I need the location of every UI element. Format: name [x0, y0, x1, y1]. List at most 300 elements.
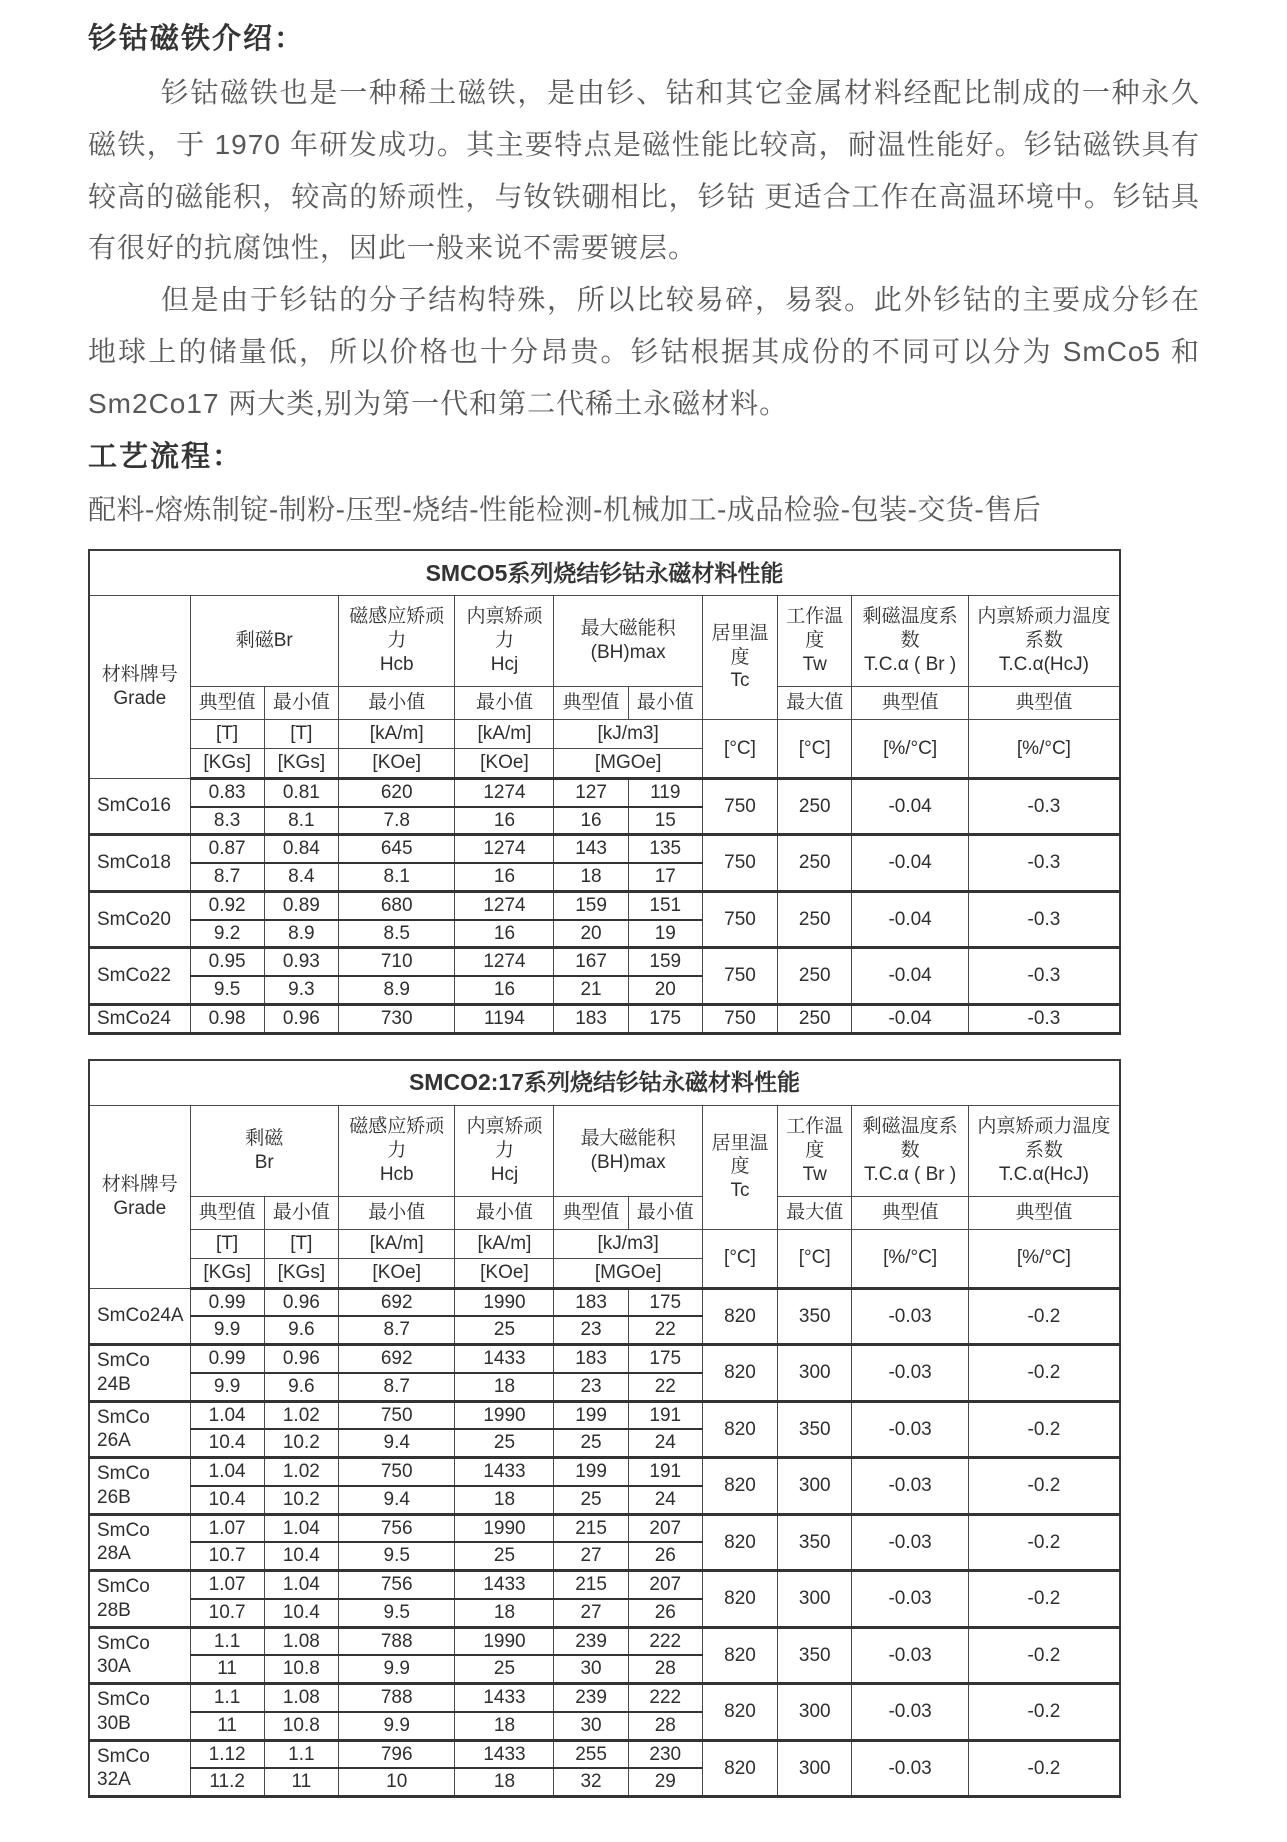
value-cell: 680 — [338, 891, 455, 919]
value-cell: -0.2 — [968, 1514, 1120, 1571]
grade-cell: SmCo 30B — [89, 1684, 190, 1741]
value-cell: 1274 — [455, 778, 554, 806]
value-cell: 750 — [338, 1458, 455, 1486]
value-cell: 820 — [702, 1514, 777, 1571]
value-cell: 250 — [778, 948, 852, 1005]
value-cell: 750 — [338, 1401, 455, 1429]
value-cell: 10.7 — [190, 1599, 264, 1627]
smco217-table-container — [88, 1059, 1200, 1799]
value-cell: -0.03 — [852, 1571, 969, 1628]
value-cell: -0.03 — [852, 1288, 969, 1345]
value-cell: -0.04 — [852, 948, 969, 1005]
value-cell: 28 — [628, 1655, 702, 1683]
subheader-cell: 最小值 — [455, 686, 554, 719]
unit-cell: [%/°C] — [968, 719, 1120, 778]
value-cell: -0.2 — [968, 1627, 1120, 1684]
value-cell: 1274 — [455, 835, 554, 863]
value-cell: -0.03 — [852, 1401, 969, 1458]
intro-paragraph-1: 钐钴磁铁也是一种稀土磁铁，是由钐、钴和其它金属材料经配比制成的一种永久磁铁，于 1970 年研发成功。其主要特点是磁性能比较高，耐温性能好。钐钴磁铁具有较高的磁能积，较高的矫顽性，与钕铁硼相比，钐钴 更适合工作在高温环境中。钐钴具有很好的抗腐蚀性，因此一般来说不需要镀层。 — [88, 77, 1200, 264]
value-cell: 10.4 — [264, 1542, 338, 1570]
value-cell: 27 — [554, 1599, 628, 1627]
column-header: 居里温度 Tc — [702, 595, 777, 719]
subheader-cell: 典型值 — [190, 1196, 264, 1229]
value-cell: 750 — [702, 778, 777, 835]
value-cell: 15 — [628, 807, 702, 835]
value-cell: 0.93 — [264, 948, 338, 976]
value-cell: 250 — [778, 778, 852, 835]
value-cell: 10.2 — [264, 1486, 338, 1514]
value-cell: 9.4 — [338, 1486, 455, 1514]
value-cell: 645 — [338, 835, 455, 863]
unit-cell: [T] — [264, 1229, 338, 1258]
value-cell: -0.3 — [968, 948, 1120, 1005]
grade-cell: SmCo24 — [89, 1004, 190, 1033]
unit-cell: [%/°C] — [968, 1229, 1120, 1288]
unit-cell: [°C] — [778, 1229, 852, 1288]
value-cell: 8.1 — [264, 807, 338, 835]
value-cell: 1.07 — [190, 1571, 264, 1599]
unit-cell: [kA/m] — [455, 719, 554, 748]
column-header: 工作温度 Tw — [778, 595, 852, 686]
value-cell: 25 — [455, 1542, 554, 1570]
value-cell: 1990 — [455, 1288, 554, 1316]
value-cell: 11 — [264, 1768, 338, 1796]
value-cell: -0.2 — [968, 1571, 1120, 1628]
value-cell: 1433 — [455, 1571, 554, 1599]
value-cell: 9.4 — [338, 1429, 455, 1457]
value-cell: 820 — [702, 1458, 777, 1515]
unit-cell: [KOe] — [455, 1258, 554, 1288]
value-cell: -0.03 — [852, 1458, 969, 1515]
unit-cell: [%/°C] — [852, 1229, 969, 1288]
value-cell: 0.96 — [264, 1288, 338, 1316]
unit-cell: [KOe] — [338, 748, 455, 778]
value-cell: 0.95 — [190, 948, 264, 976]
value-cell: 620 — [338, 778, 455, 806]
value-cell: 756 — [338, 1571, 455, 1599]
value-cell: 24 — [628, 1429, 702, 1457]
value-cell: 788 — [338, 1684, 455, 1712]
grade-cell: SmCo24A — [89, 1288, 190, 1345]
value-cell: 24 — [628, 1486, 702, 1514]
value-cell: -0.04 — [852, 835, 969, 892]
unit-cell: [T] — [190, 1229, 264, 1258]
value-cell: 18 — [554, 863, 628, 891]
value-cell: 1990 — [455, 1627, 554, 1655]
value-cell: 230 — [628, 1740, 702, 1768]
unit-cell: [%/°C] — [852, 719, 969, 778]
value-cell: 10.7 — [190, 1542, 264, 1570]
value-cell: 300 — [778, 1740, 852, 1797]
value-cell: 199 — [554, 1401, 628, 1429]
grade-cell: SmCo20 — [89, 891, 190, 948]
value-cell: 1.02 — [264, 1401, 338, 1429]
table-title: SMCO2:17系列烧结钐钴永磁材料性能 — [89, 1060, 1120, 1106]
value-cell: -0.3 — [968, 778, 1120, 835]
unit-cell: [KOe] — [338, 1258, 455, 1288]
value-cell: 215 — [554, 1514, 628, 1542]
value-cell: 21 — [554, 976, 628, 1004]
unit-cell: [KGs] — [264, 1258, 338, 1288]
value-cell: 10.2 — [264, 1429, 338, 1457]
value-cell: 175 — [628, 1288, 702, 1316]
column-header: 内禀矫顽力 Hcj — [455, 1105, 554, 1196]
value-cell: 9.9 — [190, 1316, 264, 1344]
value-cell: 17 — [628, 863, 702, 891]
value-cell: -0.04 — [852, 891, 969, 948]
column-header: 内禀矫顽力温度系数 T.C.α(HcJ) — [968, 1105, 1120, 1196]
value-cell: 183 — [554, 1288, 628, 1316]
grade-column-header: 材料牌号 Grade — [89, 1105, 190, 1288]
grade-cell: SmCo 28A — [89, 1514, 190, 1571]
column-header: 剩磁Br — [190, 595, 338, 686]
value-cell: 183 — [554, 1345, 628, 1373]
value-cell: -0.2 — [968, 1288, 1120, 1345]
subheader-cell: 典型值 — [554, 686, 628, 719]
value-cell: 8.5 — [338, 920, 455, 948]
value-cell: 26 — [628, 1542, 702, 1570]
value-cell: 222 — [628, 1684, 702, 1712]
value-cell: -0.3 — [968, 1004, 1120, 1033]
value-cell: -0.03 — [852, 1627, 969, 1684]
unit-cell: [kJ/m3] — [554, 1229, 702, 1258]
value-cell: 8.7 — [338, 1316, 455, 1344]
subheader-cell: 最小值 — [628, 1196, 702, 1229]
unit-cell: [°C] — [778, 719, 852, 778]
unit-cell: [kJ/m3] — [554, 719, 702, 748]
grade-cell: SmCo22 — [89, 948, 190, 1005]
value-cell: 8.9 — [338, 976, 455, 1004]
value-cell: 239 — [554, 1684, 628, 1712]
column-header: 内禀矫顽力温度系数 T.C.α(HcJ) — [968, 595, 1120, 686]
unit-cell: [MGOe] — [554, 748, 702, 778]
value-cell: 255 — [554, 1740, 628, 1768]
grade-cell: SmCo 26B — [89, 1458, 190, 1515]
value-cell: 0.84 — [264, 835, 338, 863]
value-cell: 11 — [190, 1712, 264, 1740]
subheader-cell: 最大值 — [778, 686, 852, 719]
value-cell: 8.4 — [264, 863, 338, 891]
value-cell: 710 — [338, 948, 455, 976]
value-cell: -0.2 — [968, 1458, 1120, 1515]
grade-cell: SmCo 30A — [89, 1627, 190, 1684]
value-cell: 25 — [554, 1429, 628, 1457]
value-cell: 300 — [778, 1458, 852, 1515]
spec-table-smco5 — [88, 549, 1121, 1035]
value-cell: 300 — [778, 1684, 852, 1741]
value-cell: -0.2 — [968, 1684, 1120, 1741]
value-cell: 1.04 — [190, 1458, 264, 1486]
column-header: 剩磁温度系数 T.C.α ( Br ) — [852, 1105, 969, 1196]
value-cell: 207 — [628, 1571, 702, 1599]
value-cell: 9.5 — [190, 976, 264, 1004]
value-cell: 9.2 — [190, 920, 264, 948]
value-cell: 9.6 — [264, 1373, 338, 1401]
column-header: 剩磁温度系数 T.C.α ( Br ) — [852, 595, 969, 686]
value-cell: 18 — [455, 1373, 554, 1401]
intro-heading: 钐钴磁铁介绍： — [88, 23, 306, 55]
unit-cell: [KGs] — [190, 748, 264, 778]
value-cell: 27 — [554, 1542, 628, 1570]
value-cell: 250 — [778, 835, 852, 892]
value-cell: 756 — [338, 1514, 455, 1542]
value-cell: 820 — [702, 1571, 777, 1628]
subheader-cell: 最小值 — [455, 1196, 554, 1229]
value-cell: 18 — [455, 1486, 554, 1514]
value-cell: 25 — [455, 1655, 554, 1683]
value-cell: 0.83 — [190, 778, 264, 806]
value-cell: 350 — [778, 1627, 852, 1684]
value-cell: -0.2 — [968, 1345, 1120, 1402]
value-cell: -0.2 — [968, 1401, 1120, 1458]
value-cell: 1990 — [455, 1514, 554, 1542]
value-cell: 0.92 — [190, 891, 264, 919]
unit-cell: [kA/m] — [338, 719, 455, 748]
value-cell: 1433 — [455, 1740, 554, 1768]
value-cell: 25 — [554, 1486, 628, 1514]
grade-column-header: 材料牌号 Grade — [89, 595, 190, 778]
process-heading: 工艺流程： — [88, 440, 244, 473]
value-cell: 28 — [628, 1712, 702, 1740]
column-header: 工作温度 Tw — [778, 1105, 852, 1196]
value-cell: 9.9 — [338, 1712, 455, 1740]
grade-cell: SmCo16 — [89, 778, 190, 835]
value-cell: 0.89 — [264, 891, 338, 919]
value-cell: 16 — [455, 863, 554, 891]
value-cell: 1.1 — [190, 1684, 264, 1712]
value-cell: 143 — [554, 835, 628, 863]
value-cell: 1.04 — [264, 1514, 338, 1542]
value-cell: 9.5 — [338, 1542, 455, 1570]
value-cell: 16 — [455, 920, 554, 948]
value-cell: 820 — [702, 1345, 777, 1402]
value-cell: 7.8 — [338, 807, 455, 835]
value-cell: 250 — [778, 891, 852, 948]
value-cell: 239 — [554, 1627, 628, 1655]
subheader-cell: 典型值 — [852, 686, 969, 719]
value-cell: 750 — [702, 835, 777, 892]
value-cell: 11 — [190, 1655, 264, 1683]
value-cell: 20 — [554, 920, 628, 948]
value-cell: 199 — [554, 1458, 628, 1486]
subheader-cell: 典型值 — [190, 686, 264, 719]
value-cell: 1274 — [455, 891, 554, 919]
value-cell: 20 — [628, 976, 702, 1004]
value-cell: -0.3 — [968, 835, 1120, 892]
subheader-cell: 最小值 — [264, 686, 338, 719]
value-cell: 1.1 — [264, 1740, 338, 1768]
column-header: 最大磁能积 (BH)max — [554, 595, 702, 686]
value-cell: 32 — [554, 1768, 628, 1796]
value-cell: 16 — [455, 976, 554, 1004]
value-cell: 8.7 — [338, 1373, 455, 1401]
value-cell: 119 — [628, 778, 702, 806]
subheader-cell: 最小值 — [338, 686, 455, 719]
value-cell: 191 — [628, 1401, 702, 1429]
value-cell: 250 — [778, 1004, 852, 1033]
value-cell: 18 — [455, 1712, 554, 1740]
value-cell: 1433 — [455, 1345, 554, 1373]
value-cell: 135 — [628, 835, 702, 863]
value-cell: 350 — [778, 1514, 852, 1571]
grade-cell: SmCo 28B — [89, 1571, 190, 1628]
value-cell: 16 — [455, 807, 554, 835]
value-cell: 215 — [554, 1571, 628, 1599]
subheader-cell: 典型值 — [554, 1196, 628, 1229]
value-cell: 127 — [554, 778, 628, 806]
value-cell: 750 — [702, 891, 777, 948]
value-cell: 10.4 — [264, 1599, 338, 1627]
value-cell: 300 — [778, 1571, 852, 1628]
value-cell: 1433 — [455, 1458, 554, 1486]
value-cell: 1.1 — [190, 1627, 264, 1655]
value-cell: 8.3 — [190, 807, 264, 835]
value-cell: 750 — [702, 1004, 777, 1033]
value-cell: 10 — [338, 1768, 455, 1796]
column-header: 剩磁 Br — [190, 1105, 338, 1196]
value-cell: 730 — [338, 1004, 455, 1033]
value-cell: 26 — [628, 1599, 702, 1627]
unit-cell: [T] — [190, 719, 264, 748]
value-cell: 10.4 — [190, 1486, 264, 1514]
column-header: 最大磁能积 (BH)max — [554, 1105, 702, 1196]
value-cell: 22 — [628, 1316, 702, 1344]
value-cell: 788 — [338, 1627, 455, 1655]
value-cell: 0.96 — [264, 1004, 338, 1033]
unit-cell: [T] — [264, 719, 338, 748]
subheader-cell: 典型值 — [852, 1196, 969, 1229]
column-header: 居里温度 Tc — [702, 1105, 777, 1229]
value-cell: 30 — [554, 1655, 628, 1683]
value-cell: 25 — [455, 1316, 554, 1344]
value-cell: 159 — [554, 891, 628, 919]
unit-cell: [kA/m] — [338, 1229, 455, 1258]
value-cell: 1.08 — [264, 1627, 338, 1655]
grade-cell: SmCo 26A — [89, 1401, 190, 1458]
value-cell: 0.99 — [190, 1288, 264, 1316]
value-cell: 796 — [338, 1740, 455, 1768]
value-cell: 0.98 — [190, 1004, 264, 1033]
value-cell: 29 — [628, 1768, 702, 1796]
value-cell: -0.03 — [852, 1514, 969, 1571]
value-cell: 820 — [702, 1288, 777, 1345]
subheader-cell: 典型值 — [968, 1196, 1120, 1229]
value-cell: 0.87 — [190, 835, 264, 863]
value-cell: 30 — [554, 1712, 628, 1740]
grade-cell: SmCo 24B — [89, 1345, 190, 1402]
subheader-cell: 典型值 — [968, 686, 1120, 719]
value-cell: 18 — [455, 1599, 554, 1627]
value-cell: 9.5 — [338, 1599, 455, 1627]
value-cell: 10.4 — [190, 1429, 264, 1457]
column-header: 磁感应矫顽力 Hcb — [338, 1105, 455, 1196]
value-cell: 692 — [338, 1345, 455, 1373]
value-cell: 8.1 — [338, 863, 455, 891]
value-cell: 9.3 — [264, 976, 338, 1004]
value-cell: 207 — [628, 1514, 702, 1542]
value-cell: -0.04 — [852, 778, 969, 835]
value-cell: -0.03 — [852, 1345, 969, 1402]
value-cell: 1194 — [455, 1004, 554, 1033]
value-cell: 9.9 — [338, 1655, 455, 1683]
value-cell: 750 — [702, 948, 777, 1005]
column-header: 磁感应矫顽力 Hcb — [338, 595, 455, 686]
value-cell: 19 — [628, 920, 702, 948]
subheader-cell: 最小值 — [264, 1196, 338, 1229]
unit-cell: [°C] — [702, 719, 777, 778]
value-cell: 9.6 — [264, 1316, 338, 1344]
smco5-table-container — [88, 549, 1200, 1035]
value-cell: 1990 — [455, 1401, 554, 1429]
value-cell: 11.2 — [190, 1768, 264, 1796]
value-cell: 167 — [554, 948, 628, 976]
value-cell: 175 — [628, 1004, 702, 1033]
subheader-cell: 最大值 — [778, 1196, 852, 1229]
process-flow: 配料-熔炼制锭-制粉-压型-烧结-性能检测-机械加工-成品检验-包装-交货-售后 — [88, 493, 1042, 525]
intro-paragraph-2: 但是由于钐钴的分子结构特殊，所以比较易碎，易裂。此外钐钴的主要成分钐在地球上的储量低，所以价格也十分昂贵。钐钴根据其成份的不同可以分为 SmCo5 和 Sm2Co17 两大类,别为第一代和第二代稀土永磁材料。 — [88, 284, 1200, 419]
spec-table-smco217 — [88, 1059, 1121, 1799]
value-cell: 0.81 — [264, 778, 338, 806]
unit-cell: [KGs] — [264, 748, 338, 778]
value-cell: 820 — [702, 1401, 777, 1458]
value-cell: 25 — [455, 1429, 554, 1457]
value-cell: 820 — [702, 1684, 777, 1741]
value-cell: 10.8 — [264, 1712, 338, 1740]
value-cell: 1.04 — [190, 1401, 264, 1429]
value-cell: -0.04 — [852, 1004, 969, 1033]
unit-cell: [MGOe] — [554, 1258, 702, 1288]
table-title: SMCO5系列烧结钐钴永磁材料性能 — [89, 550, 1120, 596]
value-cell: -0.3 — [968, 891, 1120, 948]
grade-cell: SmCo18 — [89, 835, 190, 892]
value-cell: 8.9 — [264, 920, 338, 948]
value-cell: 692 — [338, 1288, 455, 1316]
value-cell: 23 — [554, 1316, 628, 1344]
value-cell: 191 — [628, 1458, 702, 1486]
subheader-cell: 最小值 — [338, 1196, 455, 1229]
value-cell: 18 — [455, 1768, 554, 1796]
value-cell: 151 — [628, 891, 702, 919]
value-cell: 22 — [628, 1373, 702, 1401]
value-cell: 1.02 — [264, 1458, 338, 1486]
value-cell: 820 — [702, 1627, 777, 1684]
value-cell: 350 — [778, 1401, 852, 1458]
value-cell: 222 — [628, 1627, 702, 1655]
grade-cell: SmCo 32A — [89, 1740, 190, 1797]
value-cell: 175 — [628, 1345, 702, 1373]
subheader-cell: 最小值 — [628, 686, 702, 719]
value-cell: 8.7 — [190, 863, 264, 891]
value-cell: 159 — [628, 948, 702, 976]
value-cell: 16 — [554, 807, 628, 835]
value-cell: 1.04 — [264, 1571, 338, 1599]
value-cell: 300 — [778, 1345, 852, 1402]
unit-cell: [kA/m] — [455, 1229, 554, 1258]
unit-cell: [KGs] — [190, 1258, 264, 1288]
value-cell: 0.96 — [264, 1345, 338, 1373]
value-cell: 1274 — [455, 948, 554, 976]
value-cell: 350 — [778, 1288, 852, 1345]
unit-cell: [°C] — [702, 1229, 777, 1288]
value-cell: 9.9 — [190, 1373, 264, 1401]
unit-cell: [KOe] — [455, 748, 554, 778]
value-cell: -0.03 — [852, 1684, 969, 1741]
value-cell: 1.08 — [264, 1684, 338, 1712]
value-cell: -0.03 — [852, 1740, 969, 1797]
value-cell: 1.07 — [190, 1514, 264, 1542]
value-cell: 1.12 — [190, 1740, 264, 1768]
value-cell: -0.2 — [968, 1740, 1120, 1797]
